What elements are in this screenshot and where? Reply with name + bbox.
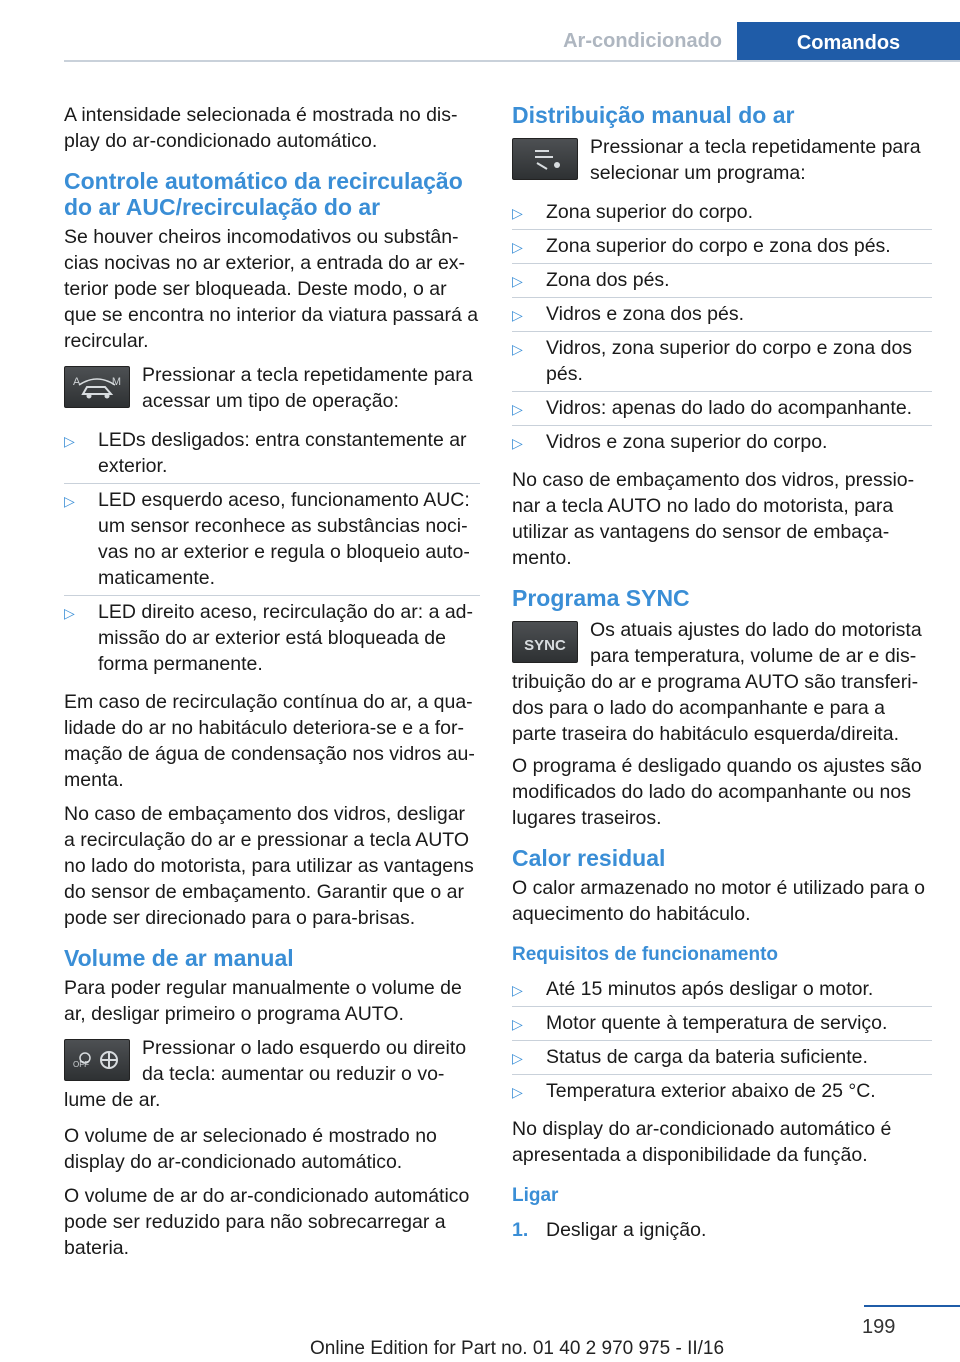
list-item: ▷ LEDs desligados: entra constantemente ar exterior. [64, 429, 467, 477]
am-key-instruction: Pressionar a tecla repetidamente para acessar um tipo de operação: [142, 364, 473, 412]
air-distribution-icon [512, 138, 578, 180]
left-column [64, 102, 480, 1269]
triangle-right-icon: ▷ [512, 1050, 523, 1066]
list-item: ▷ Temperatura exterior abaixo de 25 °C. [512, 1074, 932, 1108]
volume-display-paragraph: O volume de ar selecionado é mostrado no display do ar-condicionado automático. [64, 1125, 437, 1173]
fog2-paragraph: No caso de embaçamento dos vidros, pressio-nar a tecla AUTO no lado do motorista, para utilizar as vantagens do sensor de embaça-mento. [512, 469, 915, 569]
list-item: ▷ LED esquerdo aceso, funcionamento AUC: um sensor reconhece as substâncias noci-vas no ar exterior e regula o bloqueio auto-maticamente. [64, 483, 480, 595]
heading-requirements: Requisitos de funcionamento [512, 944, 779, 965]
fan-key-instruction: Pressionar o lado esquerdo ou direito da tecla: aumentar ou reduzir o vo-lume de ar. [64, 1037, 467, 1111]
fan-icon: OFF [64, 1039, 130, 1081]
triangle-right-icon: ▷ [512, 205, 523, 221]
on-steps [512, 1214, 932, 1247]
step-item: 1. Desligar a ignição. [512, 1219, 707, 1241]
fan-key-block [64, 1035, 480, 1113]
triangle-right-icon: ▷ [512, 982, 523, 998]
volume-reduce-paragraph: O volume de ar do ar-condicionado automático pode ser reduzido para não sobrecarregar a bateria. [64, 1185, 470, 1259]
list-item: ▷ Status de carga da bateria suficiente. [512, 1040, 932, 1074]
intro-paragraph: A intensidade selecionada é mostrada no dis-play do ar-condicionado automático. [64, 104, 458, 152]
heading-distribution: Distribuição manual do ar [512, 102, 795, 128]
list-item: ▷ Vidros, zona superior do corpo e zona dos pés. [512, 331, 932, 391]
list-item: ▷ LED direito aceso, recirculação do ar: a ad-missão do ar exterior está bloqueada de forma permanente. [64, 595, 480, 681]
triangle-right-icon: ▷ [64, 433, 75, 449]
heading-residual: Calor residual [512, 845, 666, 871]
continuous-paragraph: Em caso de recirculação contínua do ar, a qua-lidade do ar no habitáculo deteriora-se e a for-mação de água de condensação nos vidros au-menta. [64, 691, 475, 791]
sync-off-paragraph: O programa é desligado quando os ajustes são modificados do lado do acompanhante ou nos lugares traseiros. [512, 755, 922, 829]
fog-paragraph: No caso de embaçamento dos vidros, desligar a recirculação do ar e pressionar a tecla AUTO no lado do motorista, para utilizar as vantagens do sensor de embaçamento. Garantir que o ar pode ser direcionado para o para-brisas. [64, 803, 474, 929]
triangle-right-icon: ▷ [512, 341, 523, 357]
triangle-right-icon: ▷ [512, 1084, 523, 1100]
dist-key-block [512, 134, 932, 186]
recirc-list [64, 424, 480, 681]
distribution-list [512, 196, 932, 459]
list-item: ▷ Vidros: apenas do lado do acompanhante. [512, 391, 932, 425]
am-key-block [64, 362, 480, 414]
triangle-right-icon: ▷ [512, 273, 523, 289]
heading-volume: Volume de ar manual [64, 945, 294, 971]
list-item: ▷ Até 15 minutos após desligar o motor. [512, 973, 932, 1006]
edition-footer: Online Edition for Part no. 01 40 2 970 975 - II/16 [310, 1338, 725, 1359]
triangle-right-icon: ▷ [512, 1016, 523, 1032]
list-item: ▷ Vidros e zona superior do corpo. [512, 425, 932, 459]
list-item: ▷ Motor quente à temperatura de serviço. [512, 1006, 932, 1040]
car-recirculation-icon: A M [64, 366, 130, 408]
list-item: ▷ Zona superior do corpo. [512, 196, 932, 229]
heading-recirculation: Controle automático da recirculação do ar AUC/recirculação do ar [64, 168, 463, 220]
header-tab: Comandos [737, 22, 960, 62]
footer-rule [864, 1305, 960, 1307]
triangle-right-icon: ▷ [64, 605, 75, 621]
sync-key-text: Os atuais ajustes do lado do motorista para temperatura, volume de ar e dis-tribuição do ar e programa AUTO são transferi-dos para o lado do acompanhante e para a parte traseira do habitáculo esquerda/direita. [512, 619, 922, 745]
header-rule [64, 60, 960, 62]
dist-key-instruction: Pressionar a tecla repetidamente para selecionar um programa: [590, 136, 921, 184]
header-section: Ar-condicionado [563, 30, 722, 52]
triangle-right-icon: ▷ [512, 239, 523, 255]
heading-sync: Programa SYNC [512, 585, 690, 611]
list-item: ▷ Vidros e zona dos pés. [512, 297, 932, 331]
list-item: ▷ Zona dos pés. [512, 263, 932, 297]
triangle-right-icon: ▷ [512, 435, 523, 451]
page-number: 199 [862, 1316, 896, 1338]
requirements-list [512, 973, 932, 1108]
volume-paragraph: Para poder regular manualmente o volume de ar, desligar primeiro o programa AUTO. [64, 977, 462, 1025]
sync-key-block [512, 617, 932, 747]
recirc-paragraph: Se houver cheiros incomodativos ou substân-cias nocivas no ar exterior, a entrada do ar ex-terior pode ser bloqueada. Deste modo, o ar que se encontra no interior da viatura passará a recircular. [64, 226, 479, 352]
sync-key-icon: SYNC [512, 621, 578, 663]
triangle-right-icon: ▷ [64, 493, 75, 509]
availability-paragraph: No display do ar-condicionado automático é apresentada a disponibilidade da função. [512, 1118, 892, 1166]
heading-on: Ligar [512, 1185, 559, 1206]
list-item: ▷ Zona superior do corpo e zona dos pés. [512, 229, 932, 263]
triangle-right-icon: ▷ [512, 401, 523, 417]
residual-paragraph: O calor armazenado no motor é utilizado para o aquecimento do habitáculo. [512, 877, 925, 925]
right-column [512, 102, 932, 1255]
triangle-right-icon: ▷ [512, 307, 523, 323]
